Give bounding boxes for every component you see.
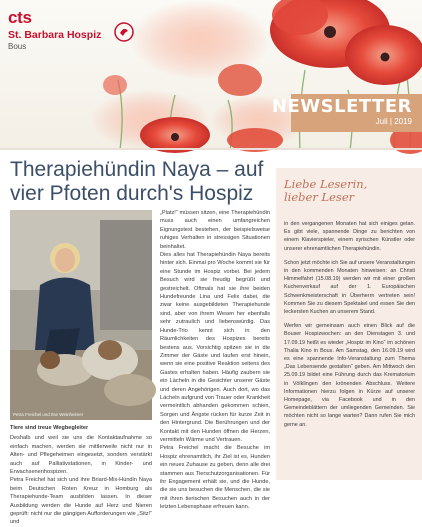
newsletter-date: Juli | 2019 (375, 117, 412, 126)
article-headline: Therapiehündin Naya – auf vier Pfoten durch's Hospiz (10, 158, 264, 205)
article-paragraph: Dies alles hat Therapiehündin Naya bereits hinter sich. Einmal pro Woche kommt sie für eine Stunde im Hospiz vorbei. Bei jedem Besuch wird sie freudig begrüßt und gestreichelt. Oftmals hat sie ihre beiden Hundefreunde Lina und Felix dabei, die zwar keine ausgebildeten Therapiehunde sind, aber von ihrem Wesen her ebenfalls sehr zutraulich und liebenswürdig. Das Hunde-Trio kennt sich in den Räumlichkeiten des Hospizes bereits bestens aus. Vorsichtig spitzen sie in die Zimmer der Gäste und laufen erst hinein, wenn sie eine positive Reaktion seitens des Gastes erhalten haben. Häufig zaubern sie ein Lächeln in die Gesichter unserer Gäste und deren Angehörigen. Auch dort, wo das Lächeln aufgrund von Trauer oder Krankheit vermeintlich abhanden gekommen schien, Sorgen und Ängste rücken für kurze Zeit in den Hintergrund. Die Berührungen und der Kontakt mit den Hunden öffnen die Herzen, vermitteln Wärme und Vertrauen. (160, 252, 270, 443)
editorial-sidebar (276, 168, 422, 480)
sidebar-greeting (284, 178, 419, 204)
newsletter-title: NEWSLETTER (271, 96, 412, 117)
header-divider (0, 148, 422, 150)
article-paragraph: Petra Freichel macht die Besuche im Hospiz ehrenamtlich, ihr Ziel ist es, Hunden ein neues Zuhause zu geben, denn alle drei stammen aus Tierschutzorganisationen. Für ihr Engagement erhält sie, und die Hunde, die sie uns besuchen die Menschen, die sie mit ihren tierischen Besuchen auch in der letzten Lebensphase erfreuen kann. (160, 445, 270, 511)
newsletter-banner (271, 94, 422, 132)
article-photo (10, 210, 152, 420)
article-paragraph: Deshalb und weil sie uns die Kontaktaufnahme so einfach machen, werden sie mittlerweile nicht nur in Alten- und Pflegeheimen eingesetzt, sondern verstärkt auch auf Palliativstationen, in Kinder- und Erwachsenenhospizen. (10, 435, 152, 476)
sidebar-greeting-line: lieber Leser (284, 190, 355, 204)
newsletter-header (0, 0, 422, 150)
logo-city: Bous (8, 42, 27, 51)
article-column-2 (160, 209, 270, 512)
article-paragraph: Petra Freichel hat sich und ihre Briard-Mix-Hündin Naya beim Deutschen Roten Kreuz in Homburg als Therapiehunde-Team ausbilden lassen. In dieser Ausbildung werden die Hunde auf Herz und Nieren geprüft: nicht nur die gängigen Aufforderungen wie „Sitz!“ und (10, 477, 152, 526)
logo-brand: cts (8, 8, 32, 27)
logo-heart-icon (114, 22, 134, 42)
article-column-1 (10, 424, 152, 527)
sidebar-paragraph: Werfen wir gemeinsam auch einen Blick auf die Bouser Hospizwochen: an den Dienstagen 3. und 17.09.19 heißt es wieder „Hospiz im Kino“ im schönen Thalia Kino in Bous. Am Samstag, den 16.09.19 wird es eine spannende Info-Veranstaltung zum Thema „Das Lebensende gestalten“ geben. Am Mittwoch den 25.09.19 bildet eine Führung durch das Krematorium in Völklingen den krönenden Abschluss. Weitere Informationen hierzu folgen in Kürze auf unserer Homepage, via Facebook und in den Gemeindeblättern der umliegenden Gemeinden. Sie möchten nicht so lange warten? Dann rufen Sie mich gerne an. (284, 323, 415, 428)
sidebar-paragraph: in den vergangenen Monaten hat sich einiges getan. Es gibt viele, spannende Dinge zu berichten von einem Klavierspieler, einem syrischen Künstler oder unserer ehrenamtlichen Therapiehündin. (284, 221, 415, 252)
article-subhead: Tiere sind treue Wegbegleiter (10, 425, 89, 431)
photo-caption: Petra Freichel und Ilse Weinheimer (13, 412, 84, 417)
sidebar-paragraph: Schon jetzt möchte ich Sie auf unsere Veranstaltungen in den kommenden Monaten hinweisen: an Christi Himmelfahrt (15.08.19) werden wir mit einer großen Kuchenverkauf auf der 1. Europäischen Schwenkmeisterschaft in Überherrn vertreten sein! Kommen Sie zu diesem Spektakel und essen Sie den leckersten Kuchen an unserem Stand. (284, 259, 415, 316)
logo-name: St. Barbara Hospiz (8, 29, 102, 41)
article-paragraph: „Platz!“ müssen sitzen, eine Therapiehündin muss auch einen umfangreichen Eignungstest bestehen, der beispielsweise ruhiges Verhalten in stressigen Situationen beinhaltet. (160, 210, 270, 250)
sidebar-greeting-line: Liebe Leserin, (284, 177, 368, 191)
sidebar-body (284, 220, 415, 435)
